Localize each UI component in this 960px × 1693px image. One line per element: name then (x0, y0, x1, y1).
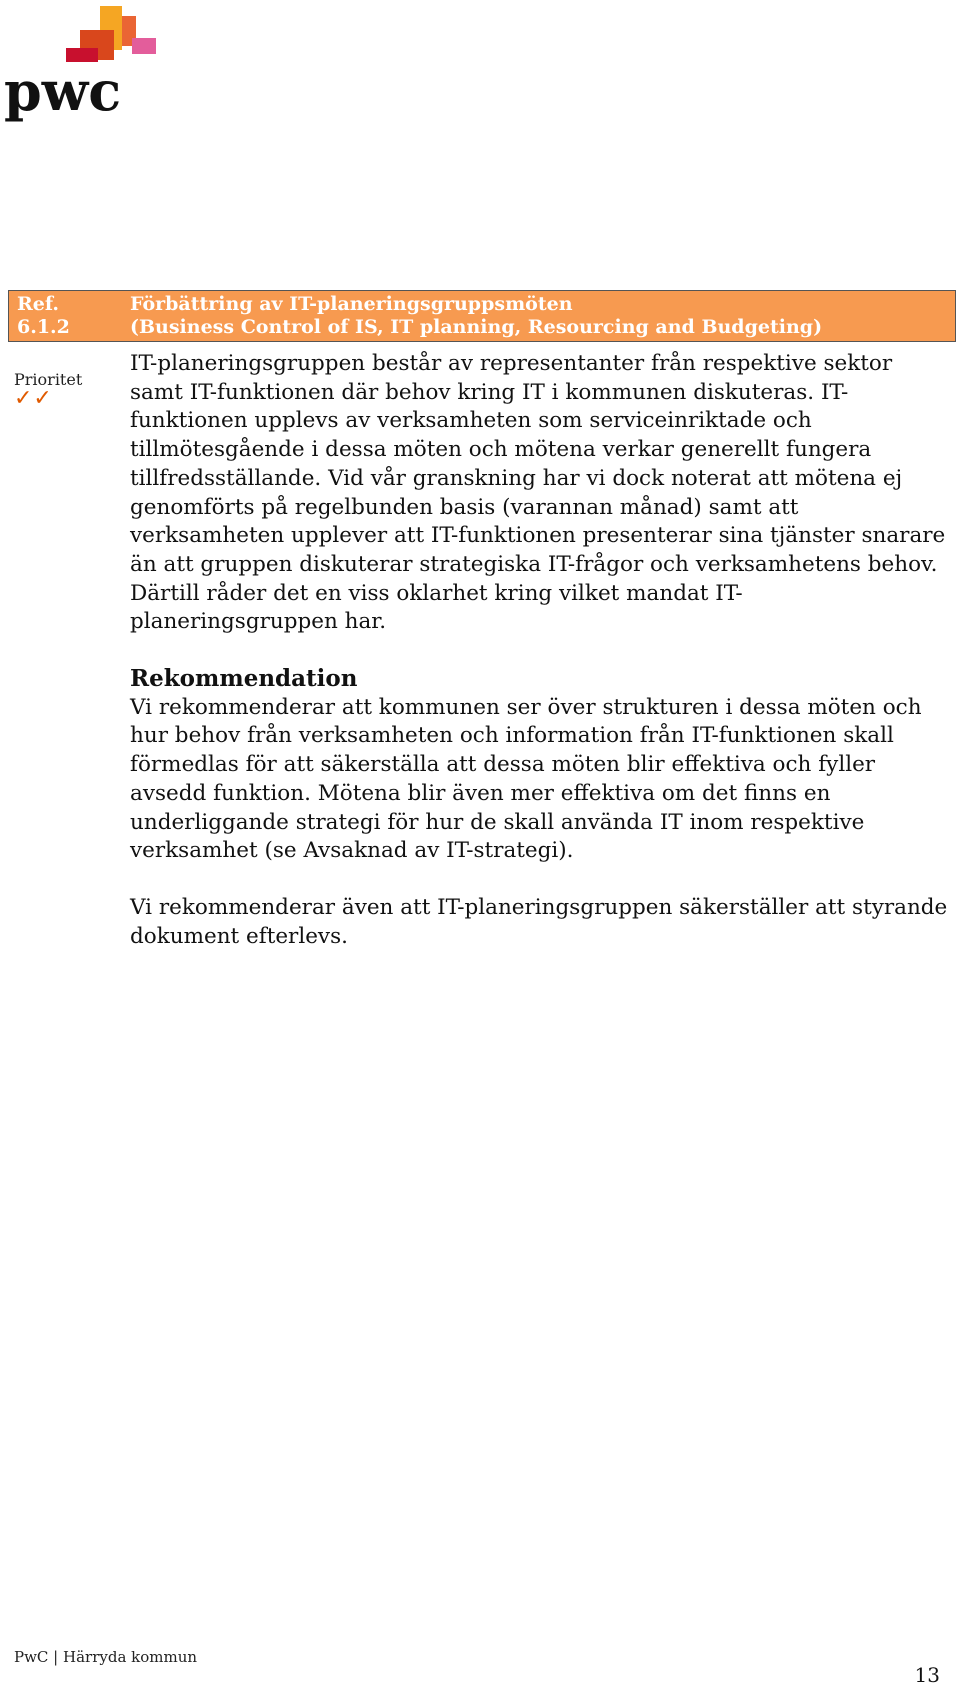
priority-label: Prioritet (14, 370, 83, 389)
recommendation-paragraph-2: Vi rekommenderar även att IT-planeringsgruppen säkerställer att styrande dokument efterlevs. (130, 894, 948, 949)
section-header-bar (8, 290, 956, 342)
svg-text:pwc: pwc (4, 59, 122, 123)
title-line-1: Förbättring av IT-planeringsgruppsmöten (130, 293, 573, 315)
recommendation-paragraph: Vi rekommenderar att kommunen ser över strukturen i dessa möten och hur behov från verksamheten och information från IT-funktionen skall förmedlas för att säkerställa att dessa möten blir effektiva och fyller avsedd funktion. Mötena blir även mer effektiva om det finns en underliggande strategi för hur de skall använda IT inom respektive verksamhet (se Avsaknad av IT-strategi). (130, 694, 922, 864)
footer-text: PwC | Härryda kommun (14, 1648, 198, 1666)
section-ref (17, 293, 117, 339)
title-line-2: (Business Control of IS, IT planning, Resourcing and Budgeting) (130, 316, 823, 338)
section-title (130, 293, 950, 339)
finding-paragraph: IT-planeringsgruppen består av representanter från respektive sektor samt IT-funktionen där behov kring IT i kommunen diskuteras. IT-funktionen upplevs av verksamheten som serviceinriktade och tillmötesgående i dessa möten och mötena verkar generellt fungera tillfredsställande. Vid vår granskning har vi dock noterat att mötena ej genomförts på regelbunden basis (varannan månad) samt att verksamheten upplever att IT-funktionen presenterar sina tjänster snarare än att gruppen diskuterar strategiska IT-frågor och verksamhetens behov. Därtill råder det en viss oklarhet kring vilket mandat IT-planeringsgruppen har. (130, 351, 946, 635)
ref-number: 6.1.2 (17, 316, 70, 338)
recommendation-heading: Rekommendation (130, 665, 358, 693)
page-number: 13 (914, 1663, 940, 1687)
document-body (130, 350, 950, 951)
ref-label: Ref. (17, 293, 59, 315)
priority-check-icon: ✓✓ (14, 386, 53, 411)
pwc-logo (0, 0, 170, 130)
